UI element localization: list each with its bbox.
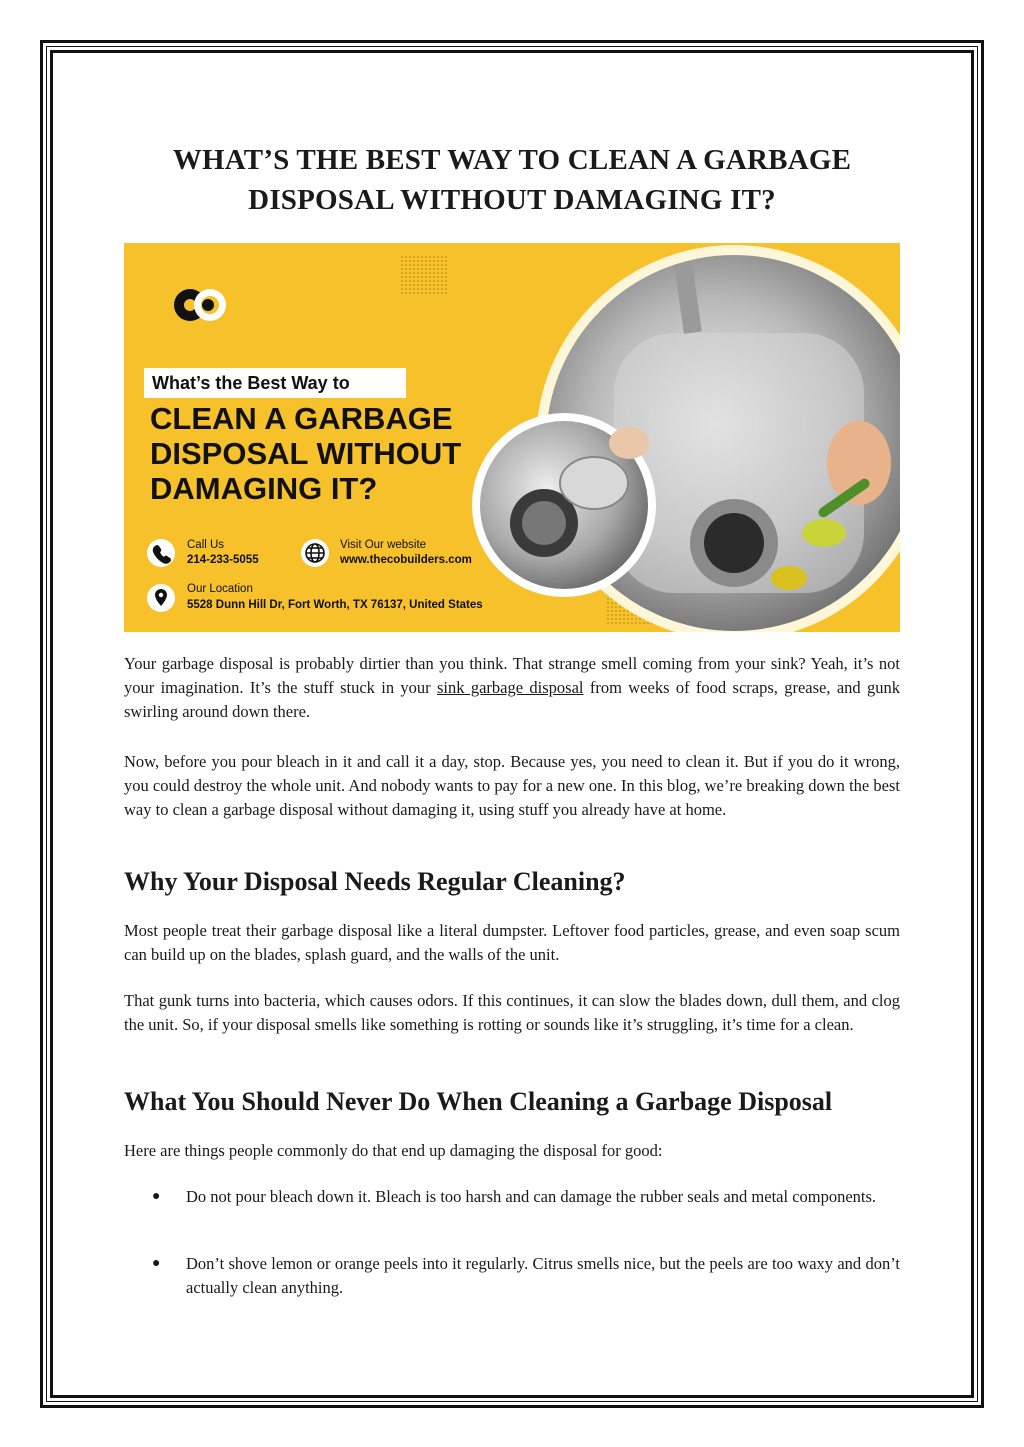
page-title: WHAT’S THE BEST WAY TO CLEAN A GARBAGE DISPOSAL WITHOUT DAMAGING IT? xyxy=(172,144,852,216)
intro-paragraph-2: Now, before you pour bleach in it and call it a day, stop. Because yes, you need to clean it. But if you do it wrong, you could destroy the whole unit. And nobody wants to pay for a new one. In this blog, we’re breaking down the best way to clean a garbage disposal without damaging it, using stuff you already have at home. xyxy=(124,752,900,819)
call-number: 214-233-5055 xyxy=(187,554,259,566)
why-paragraph-2: That gunk turns into bacteria, which causes odors. If this continues, it can slow the blades down, dull them, and clog the unit. So, if your disposal smells like something is rotting or sounds like it’s struggling, it’s time for a clean. xyxy=(124,991,900,1034)
sink-garbage-disposal-link[interactable]: sink garbage disposal xyxy=(437,678,584,697)
never-do-intro: Here are things people commonly do that end up damaging the disposal for good: xyxy=(124,1141,663,1160)
banner-headline-line-3: DAMAGING IT? xyxy=(150,471,378,506)
list-item xyxy=(152,1185,900,1209)
banner-headline-line-1: CLEAN A GARBAGE xyxy=(150,401,453,436)
company-logo xyxy=(174,289,226,321)
hero-banner xyxy=(124,243,900,632)
website-url: www.thecobuilders.com xyxy=(340,554,472,566)
banner-subtitle: What’s the Best Way to xyxy=(152,373,350,393)
bullet-icon: ● xyxy=(152,1189,161,1204)
location-address: 5528 Dunn Hill Dr, Fort Worth, TX 76137, United States xyxy=(187,599,483,611)
title-block xyxy=(124,140,900,220)
list-item xyxy=(152,1252,900,1300)
call-label: Call Us xyxy=(187,539,225,551)
list-item-text: Don’t shove lemon or orange peels into it regularly. Citrus smells nice, but the peels are too waxy and don’t actually clean anything. xyxy=(186,1254,900,1297)
section-heading-never-do: What You Should Never Do When Cleaning a Garbage Disposal xyxy=(124,1087,833,1116)
phone-icon-bg xyxy=(147,539,175,567)
intro-paragraph-1: Your garbage disposal is probably dirtier than you think. That strange smell coming from your sink? Yeah, it’s not your imagination. It’s the stuff stuck in your sink garbage disposal from weeks of food scraps, grease, and gunk swirling around down there. xyxy=(124,654,900,721)
bullet-icon: ● xyxy=(152,1256,161,1271)
why-paragraph-1: Most people treat their garbage disposal like a literal dumpster. Leftover food particles, grease, and even soap scum can build up on the blades, splash guard, and the walls of the unit. xyxy=(124,921,900,964)
location-label: Our Location xyxy=(187,583,253,595)
website-label: Visit Our website xyxy=(340,539,427,551)
section-heading-why: Why Your Disposal Needs Regular Cleaning? xyxy=(124,867,626,896)
list-item-text: Do not pour bleach down it. Bleach is too harsh and can damage the rubber seals and metal components. xyxy=(186,1187,877,1206)
banner-headline-line-2: DISPOSAL WITHOUT xyxy=(150,436,462,471)
